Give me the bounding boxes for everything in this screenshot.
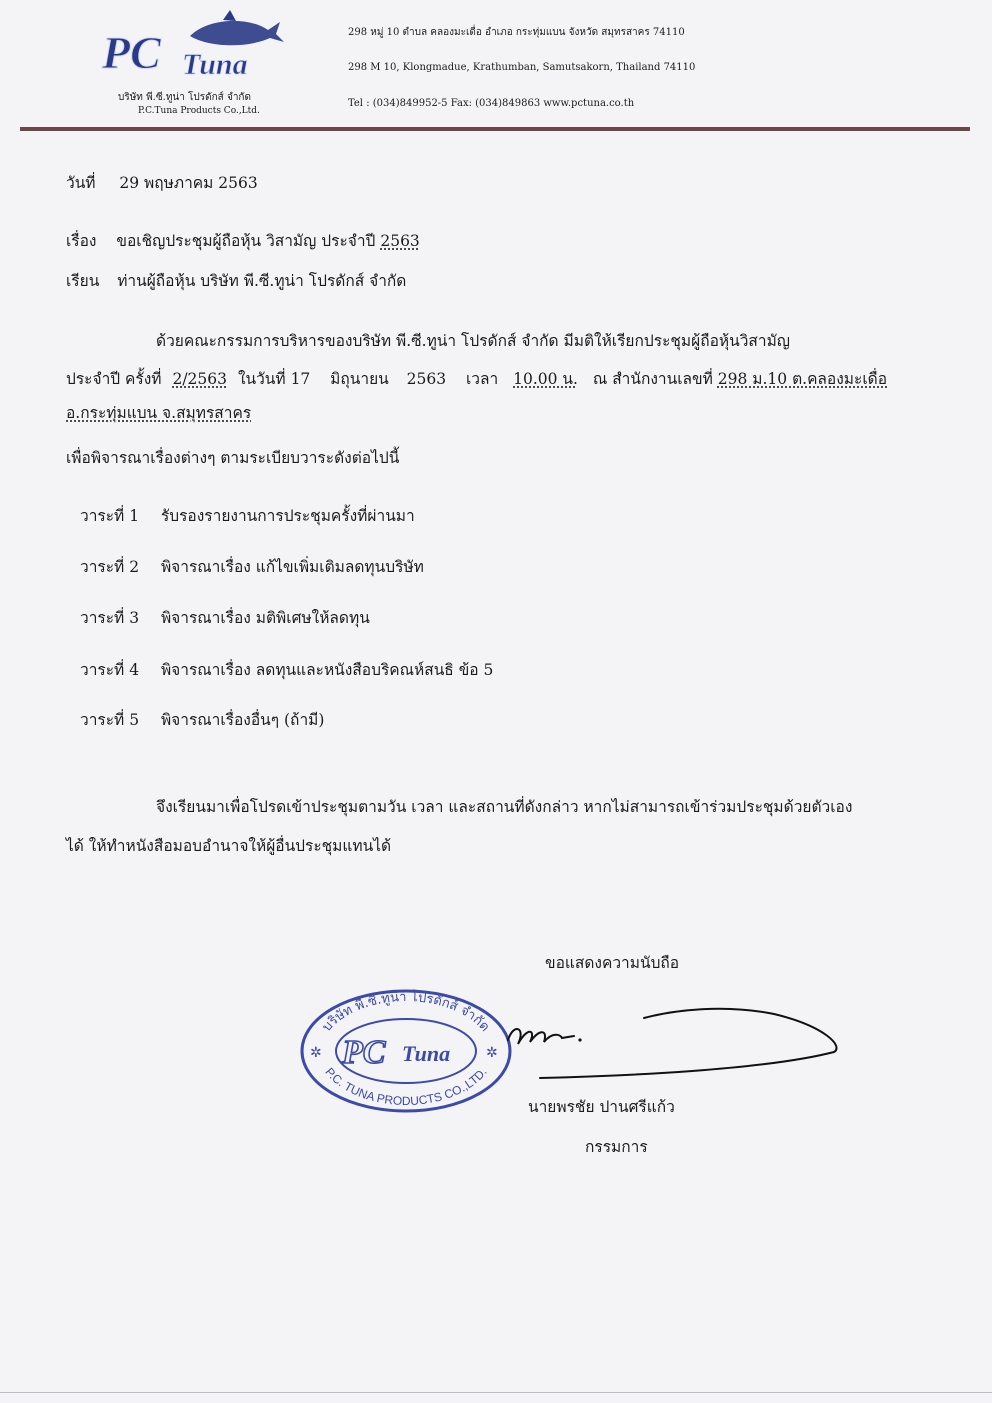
recipient-text: ท่านผู้ถือหุ้น บริษัท พี.ซี.ทูน่า โปรดักส์ จำกัด: [117, 272, 407, 290]
agenda-item: [80, 605, 370, 630]
date-value: 29 พฤษภาคม 2563: [119, 174, 258, 192]
logo-tuna-text: Tuna: [182, 48, 248, 81]
meeting-number: 2/2563: [172, 370, 227, 388]
signer-name: นายพรชัย ปานศรีแก้ว: [528, 1098, 675, 1116]
time-label: เวลา: [465, 370, 499, 388]
meeting-year: 2563: [406, 370, 447, 388]
agenda-intro: เพื่อพิจารณาเรื่องต่างๆ ตามระเบียบวาระดังต่อไปนี้: [66, 449, 400, 467]
meeting-month: มิถุนายน: [330, 370, 389, 388]
paragraph-1-line-2: [66, 366, 887, 391]
agenda-label: วาระที่ 2: [80, 558, 140, 576]
agenda-text: พิจารณาเรื่อง แก้ไขเพิ่มเติมลดทุนบริษัท: [160, 558, 424, 576]
regards: ขอแสดงความนับถือ: [545, 954, 680, 972]
signer-title: กรรมการ: [585, 1138, 648, 1156]
subject-label: เรื่อง: [66, 232, 97, 250]
agenda-text: รับรองรายงานการประชุมครั้งที่ผ่านมา: [160, 507, 415, 525]
meeting-time: 10.00 น.: [513, 370, 578, 388]
closing-line-2: ได้ ให้ทำหนังสือมอบอำนาจให้ผู้อื่นประชุมแทนได้: [66, 837, 392, 855]
seal-pc-text: PC: [342, 1034, 386, 1071]
date-line: [66, 170, 258, 195]
seal-text-en: P.C. TUNA PRODUCTS CO.,LTD.: [322, 1064, 490, 1109]
meeting-location: 298 ม.10 ต.คลองมะเดื่อ: [717, 370, 888, 388]
location-label: ณ สำนักงานเลขที่: [592, 370, 713, 388]
date-label-inline: ในวันที่: [237, 370, 286, 388]
agenda-item: [80, 707, 324, 732]
company-name-en: P.C.Tuna Products Co.,Ltd.: [138, 106, 260, 116]
seal-tuna-text: Tuna: [402, 1041, 451, 1066]
page-bottom-edge: [0, 1392, 992, 1393]
paragraph-1-line-3: อ.กระทุ่มแบน จ.สมุทรสาคร: [66, 404, 252, 422]
date-label: วันที่: [66, 174, 96, 192]
agenda-label: วาระที่ 4: [80, 661, 140, 679]
logo-pc-text: PC: [102, 27, 161, 78]
paragraph-1-line-1: ด้วยคณะกรรมการบริหารของบริษัท พี.ซี.ทูน่า โปรดักส์ จำกัด มีมติให้เรียกประชุมผู้ถือหุ้นวิสามัญ: [156, 332, 791, 350]
seal-star-icon: ✲: [486, 1045, 498, 1061]
seal-star-icon: ✲: [310, 1045, 322, 1061]
contact-info: Tel : (034)849952-5 Fax: (034)849863 www.pctuna.co.th: [348, 98, 635, 109]
handwritten-signature: [504, 1000, 844, 1090]
agenda-label: วาระที่ 3: [80, 609, 140, 627]
address-th: 298 หมู่ 10 ตำบล คลองมะเดื่อ อำเภอ กระทุ่มแบน จังหวัด สมุทรสาคร 74110: [348, 27, 685, 38]
subject-text: ขอเชิญประชุมผู้ถือหุ้น วิสามัญ ประจำปี: [116, 232, 376, 250]
company-name-th: บริษัท พี.ซี.ทูน่า โปรดักส์ จำกัด: [118, 92, 251, 103]
closing-line-1: จึงเรียนมาเพื่อโปรดเข้าประชุมตามวัน เวลา และสถานที่ดังกล่าว หากไม่สามารถเข้าร่วมประชุมด้วยตัวเอง: [156, 798, 853, 816]
recipient-label: เรียน: [66, 272, 100, 290]
pc-tuna-logo: [98, 8, 288, 88]
meeting-label: ประจำปี ครั้งที่: [66, 370, 162, 388]
agenda-label: วาระที่ 5: [80, 711, 140, 729]
agenda-label: วาระที่ 1: [80, 507, 140, 525]
address-en: 298 M 10, Klongmadue, Krathumban, Samutsakorn, Thailand 74110: [348, 62, 696, 73]
agenda-item: [80, 554, 424, 579]
svg-text:บริษัท พี.ซี.ทูน่า โปรดักส์ จำ: [320, 989, 493, 1035]
agenda-item: [80, 503, 415, 528]
recipient-line: [66, 268, 406, 293]
seal-text-th: บริษัท พี.ซี.ทูน่า โปรดักส์ จำกัด: [319, 989, 493, 1035]
agenda-text: พิจารณาเรื่อง มติพิเศษให้ลดทุน: [160, 609, 370, 627]
company-seal-stamp: [298, 985, 514, 1115]
agenda-item: [80, 657, 493, 682]
subject-year: 2563: [380, 232, 420, 250]
agenda-text: พิจารณาเรื่อง ลดทุนและหนังสือบริคณห์สนธิ ข้อ 5: [160, 661, 494, 679]
subject-line: [66, 228, 420, 253]
agenda-text: พิจารณาเรื่องอื่นๆ (ถ้ามี): [160, 711, 325, 729]
letterhead-divider: [20, 127, 970, 131]
meeting-day: 17: [290, 370, 311, 388]
